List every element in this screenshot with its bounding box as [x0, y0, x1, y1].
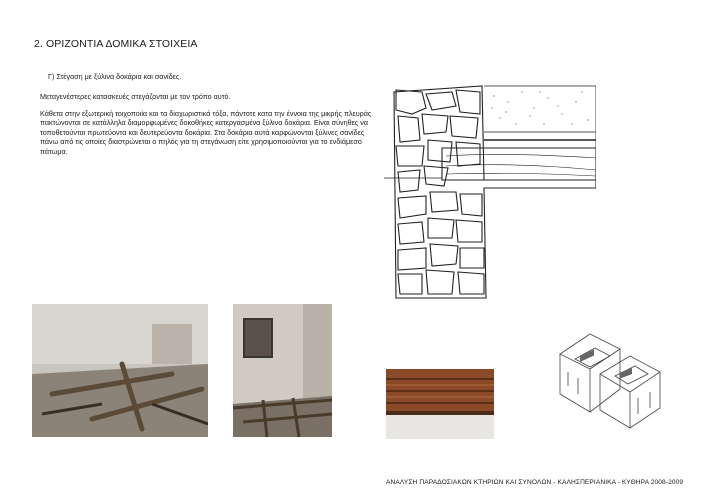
subsection-title: Γ) Στέγαση με ξύλινα δοκάρια και σανίδες. — [48, 72, 182, 81]
collapsed-floor-photo — [32, 304, 208, 437]
page-footer: ΑΝΑΛΥΣΗ ΠΑΡΑΔΟΣΙΑΚΩΝ ΚΤΗΡΙΩΝ ΚΑΙ ΣΥΝΟΛΩΝ - ΚΑΛΗΣΠΕΡΙΑΝΙΚΑ - ΚΥΘΗΡΑ 2008-2009 — [386, 479, 684, 486]
axonometric-drawing — [550, 314, 670, 432]
paragraph-1: Μεταγενέστερες κατασκευές στεγάζονται με τον τρόπο αυτό. — [40, 92, 231, 101]
section-title: 2. ΟΡΙΖΟΝΤΙΑ ΔΟΜΙΚΑ ΣΤΟΙΧΕΙΑ — [34, 38, 198, 50]
wall-section-drawing — [382, 62, 596, 302]
wall-niche-photo — [233, 304, 332, 437]
paragraph-2: Κάθετα στην εξωτερική τοιχοποιία και τα διαχωριστικά τόξα, πάντοτε κατα την έννοια της μικρής πλευράς πακτώνονται σε κατάλληλα διαμορφωμένες δοκοθήκες κατεργασμένα ξύλινα δοκάρια. Είναι σύνηθες να τοποθετούνται πρωτεύοντα και δευτερεύοντα δοκάρια. Στα δοκάρια αυτά καρφώνονται ξύλινες σανίδες πάνω από τις οποίες διαστρώνεται ο πηλός για τη στεγάνωση είτε χρησιμοποιούνται για το ενδιάμεσο πάτωμα. — [40, 108, 372, 156]
wooden-ceiling-photo — [386, 369, 494, 439]
body-text — [40, 92, 376, 164]
